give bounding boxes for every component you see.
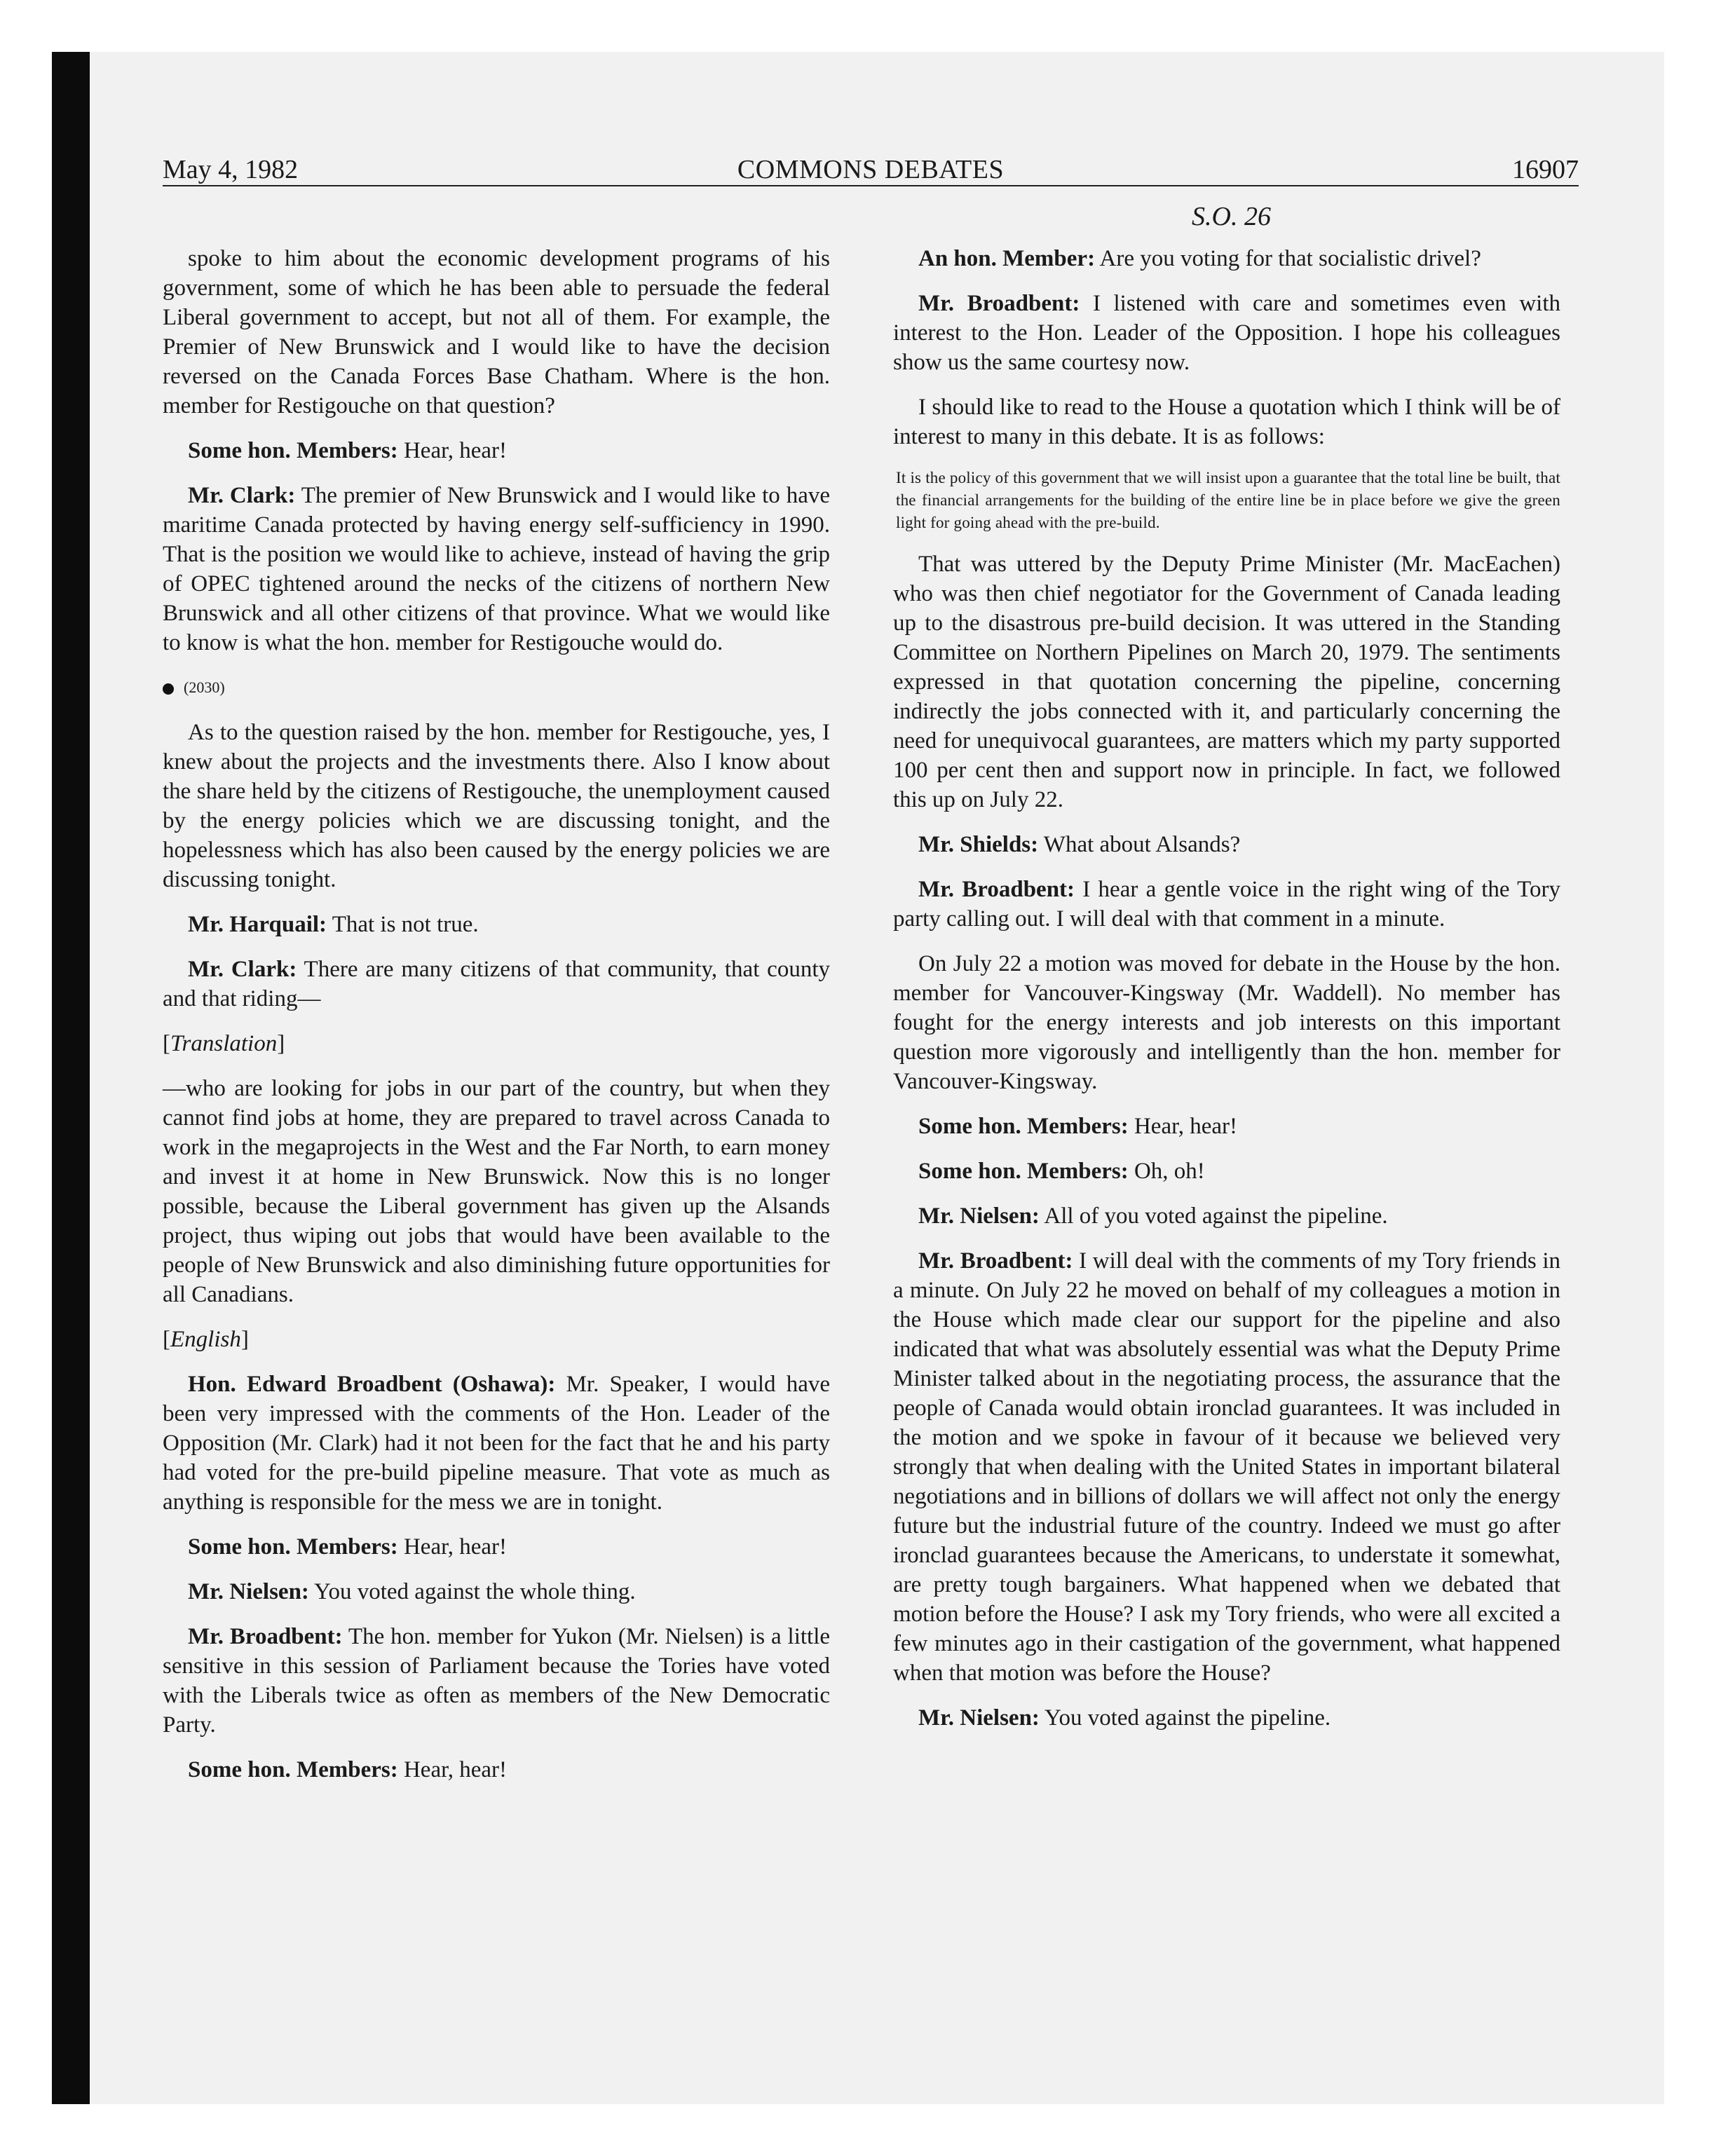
paragraph-text: Hear, hear! (403, 1757, 508, 1782)
speaker-name: Mr. Broadbent: (918, 877, 1075, 902)
text-paragraph (893, 949, 1560, 1096)
text-paragraph (163, 718, 830, 894)
speech-paragraph (163, 436, 830, 465)
text-paragraph (893, 550, 1560, 814)
paragraph-text: Oh, oh! (1134, 1159, 1205, 1184)
speech-paragraph (893, 244, 1560, 273)
paragraph-text: Are you voting for that socialistic drivel? (1099, 246, 1481, 271)
paragraph-text: Hear, hear! (1134, 1114, 1238, 1139)
speaker-name: Mr. Clark: (188, 483, 296, 508)
speaker-name: An hon. Member: (918, 246, 1096, 271)
speaker-name: Mr. Shields: (918, 832, 1039, 857)
speech-paragraph (893, 875, 1560, 934)
speech-paragraph (163, 910, 830, 939)
speech-paragraph (893, 1112, 1560, 1141)
paragraph-text: You voted against the whole thing. (313, 1579, 636, 1604)
speaker-name: Some hon. Members: (188, 438, 398, 463)
paragraph-text: What about Alsands? (1043, 832, 1241, 857)
paragraph-text: I listened with care and sometimes even with interest to the Hon. Leader of the Opposition. I hope his colleagues show us the same courtesy now. (893, 291, 1560, 375)
paragraph-text: I will deal with the comments of my Tory friends in a minute. On July 22 he moved on behalf of my colleagues a motion in the House which made clear our support for the pipeline and also indicated that what was absolutely essential was what the Deputy Prime Minister talked about in the negotiating process, the assurance that the people of Canada would obtain ironclad guarantees. It was included in the motion and we spoke in favour of it because we believed very strongly that when dealing with the United States in important bilateral negotiations and in billions of dollars we will affect not only the energy future but the industrial future of the country. Indeed we must go after ironclad guarantees because the Americans, to understate it somewhat, are pretty tough bargainers. What happened when we debated that motion before the House? I ask my Tory friends, who were all excited a few minutes ago in their castigation of the government, what happened when that motion was before the House? (893, 1248, 1561, 1686)
speaker-name: Hon. Edward Broadbent (Oshawa): (188, 1372, 556, 1397)
speech-paragraph (893, 1246, 1560, 1688)
section-label: S.O. 26 (1192, 202, 1271, 231)
speaker-name: Mr. Harquail: (188, 912, 327, 937)
language-marker: [Translation] (163, 1031, 285, 1056)
speech-paragraph (163, 1755, 830, 1785)
speech-paragraph (163, 481, 830, 657)
paragraph-text: I hear a gentle voice in the right wing of the Tory party calling out. I will deal with that comment in a minute. (893, 877, 1561, 932)
paragraph-text: There are many citizens of that community, that county and that riding— (163, 957, 830, 1011)
speaker-name: Mr. Broadbent: (918, 291, 1080, 316)
header-rule (163, 185, 1579, 186)
left-column (163, 244, 830, 1800)
speech-paragraph (893, 289, 1560, 377)
speaker-name: Mr. Broadbent: (188, 1624, 343, 1649)
scan-binding-edge (52, 52, 90, 2104)
speech-paragraph (893, 1157, 1560, 1186)
language-label: English (170, 1327, 241, 1352)
speaker-name: Mr. Nielsen: (188, 1579, 309, 1604)
paragraph-text: The hon. member for Yukon (Mr. Nielsen) is a little sensitive in this session of Parliament because the Tories have voted with the Liberals twice as often as members of the New Democratic Party. (163, 1624, 831, 1738)
paragraph-text: Mr. Speaker, I would have been very impressed with the comments of the Hon. Leader of the Opposition (Mr. Clark) had it not been for the fact that he and his party had voted for the pre-build pipeline measure. That vote as much as anything is responsible for the mess we are in tonight. (163, 1372, 830, 1515)
header-date: May 4, 1982 (163, 155, 299, 184)
header-title: COMMONS DEBATES (737, 155, 1005, 184)
paragraph-text: —who are looking for jobs in our part of the country, but when they cannot find jobs at home, they are prepared to travel across Canada to work in the megaprojects in the West and the Far North, to earn money and invest it at home in New Brunswick. Now this is no longer possible, because the Liberal government has given up the Alsands project, thus wiping out jobs that would have been available to the people of New Brunswick and also diminishing future opportunities for all Canadians. (163, 1076, 830, 1307)
page-header (163, 149, 1579, 191)
paragraph-text: As to the question raised by the hon. member for Restigouche, yes, I knew about the projects and the investments there. Also I know about the share held by the citizens of Restigouche, the unemployment caused by the energy policies which we are discussing tonight, and the hopelessness which has also been caused by the energy policies we are discussing tonight. (163, 720, 830, 892)
speaker-name: Some hon. Members: (188, 1757, 398, 1782)
speech-paragraph (163, 955, 830, 1014)
paragraph-text: Hear, hear! (403, 1534, 508, 1560)
speech-paragraph (893, 830, 1560, 859)
paragraph-text: I should like to read to the House a quotation which I think will be of interest to many in this debate. It is as follows: (893, 395, 1560, 449)
speaker-name: Some hon. Members: (188, 1534, 398, 1560)
paragraph-text: You voted against the pipeline. (1044, 1705, 1331, 1731)
time-text: (2030) (184, 678, 225, 696)
speaker-name: Some hon. Members: (918, 1159, 1129, 1184)
paragraph-text: That is not true. (332, 912, 479, 937)
speech-paragraph (893, 1703, 1560, 1733)
speaker-name: Some hon. Members: (918, 1114, 1129, 1139)
speaker-name: Mr. Broadbent: (918, 1248, 1073, 1274)
text-paragraph (893, 393, 1560, 451)
time-marker (163, 673, 830, 702)
paragraph-text: spoke to him about the economic development programs of his government, some of which he has been able to persuade the federal Liberal government to accept, but not all of them. For example, the Premier of New Brunswick and I would like to have the decision reversed on the Canada Forces Base Chatham. Where is the hon. member for Restigouche on that question? (163, 246, 830, 418)
block-quote: It is the policy of this government that we will insist upon a guarantee that the total line be built, that the financial arrangements for the building of the entire line be in place before we give the green light for going ahead with the pre-build. (896, 469, 1560, 531)
speech-paragraph (163, 1622, 830, 1740)
right-column (893, 244, 1560, 1748)
paragraph-text: Hear, hear! (403, 438, 508, 463)
language-label: Translation (170, 1031, 278, 1056)
paragraph-text: On July 22 a motion was moved for debate in the House by the hon. member for Vancouver-Kingsway (Mr. Waddell). No member has fought for the energy interests and job interests on this important question more vigorously and intelligently than the hon. member for Vancouver-Kingsway. (893, 951, 1560, 1094)
speaker-name: Mr. Nielsen: (918, 1203, 1040, 1229)
text-paragraph (163, 244, 830, 421)
speaker-name: Mr. Clark: (188, 957, 297, 982)
paragraph-text: All of you voted against the pipeline. (1044, 1203, 1388, 1229)
speech-paragraph (163, 1532, 830, 1562)
bullet-icon (163, 683, 174, 695)
speech-paragraph (163, 1370, 830, 1517)
language-marker: [English] (163, 1327, 249, 1352)
speech-paragraph (163, 1577, 830, 1606)
speaker-name: Mr. Nielsen: (918, 1705, 1040, 1731)
paragraph-text: That was uttered by the Deputy Prime Minister (Mr. MacEachen) who was then chief negotiator for the Government of Canada leading up to the disastrous pre-build decision. It was uttered in the Standing Committee on Northern Pipelines on March 20, 1979. The sentiments expressed in that quotation concerning the pipeline, concerning indirectly the jobs connected with it, and particularly concerning the need for unequivocal guarantees, are matters which my party supported 100 per cent then and support now in principle. In fact, we followed this up on July 22. (893, 552, 1560, 812)
speech-paragraph (893, 1201, 1560, 1231)
header-page-number: 16907 (1512, 155, 1579, 184)
text-paragraph (163, 1074, 830, 1309)
paragraph-text: The premier of New Brunswick and I would like to have maritime Canada protected by having energy self-sufficiency in 1990. That is the position we would like to achieve, instead of having the grip of OPEC tightened around the necks of the citizens of northern New Brunswick and all other citizens of that province. What we would like to know is what the hon. member for Restigouche would do. (163, 483, 830, 655)
